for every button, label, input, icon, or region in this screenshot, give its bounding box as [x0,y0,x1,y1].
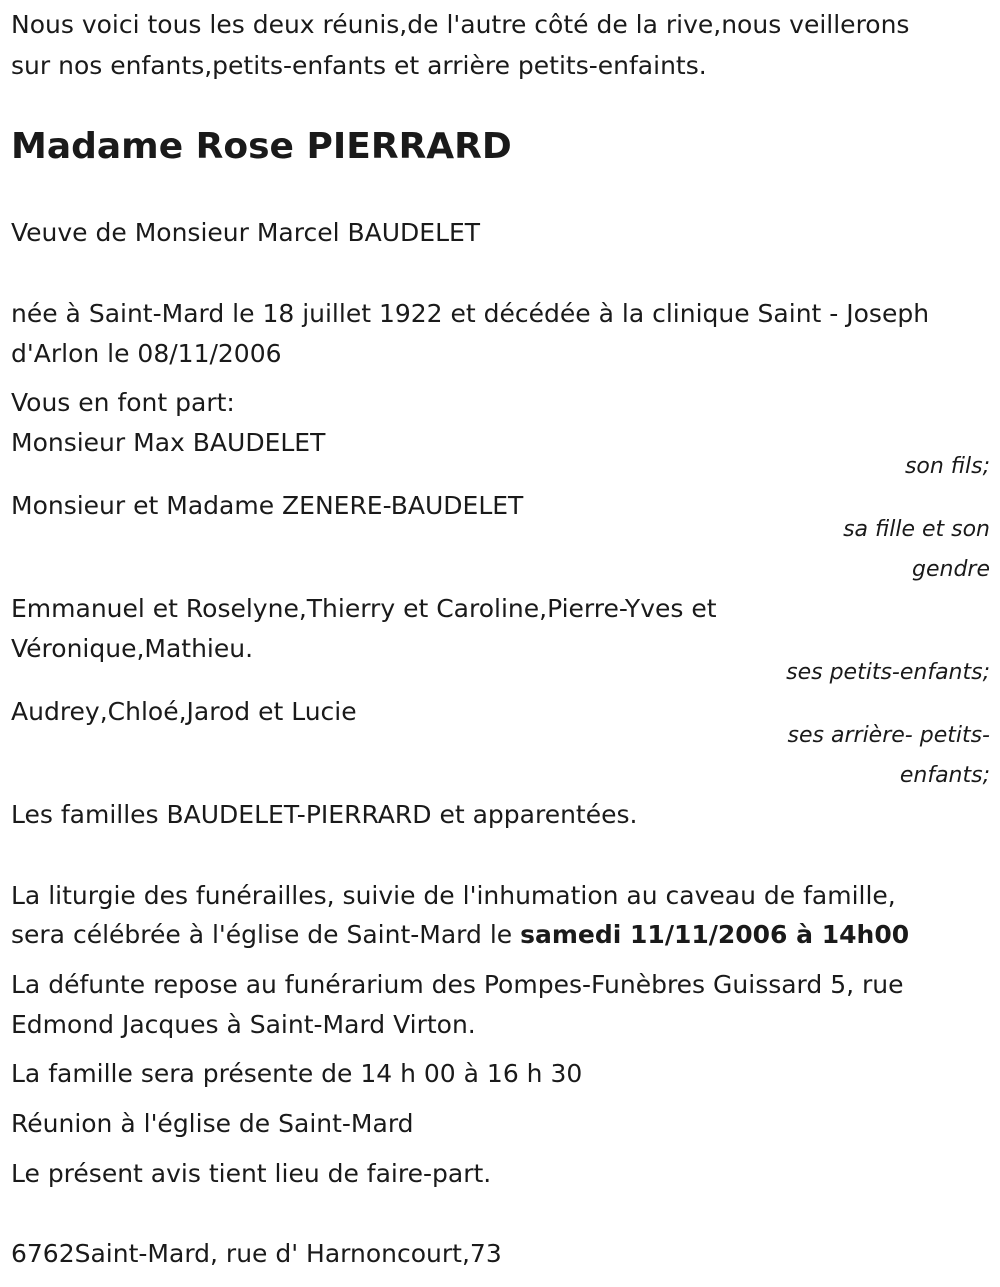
deceased-name: Madame Rose PIERRARD [11,126,512,167]
birth-death-line: née à Saint-Mard le 18 juillet 1922 et décédée à la clinique Saint - Joseph [11,299,930,328]
intro-line: Nous voici tous les deux réunis,de l'autre côté de la rive,nous veillerons [11,10,910,39]
address: 6762Saint-Mard, rue d' Harnoncourt,73 [11,1239,502,1268]
announce-label: Vous en font part: [11,388,235,417]
widow-of: Veuve de Monsieur Marcel BAUDELET [11,218,481,247]
mourner-name: Monsieur et Madame ZENERE-BAUDELET [11,491,524,520]
mourner-relation: enfants; [899,763,990,788]
mourner-relation: ses arrière- petits- [787,723,990,748]
mourner-name: Audrey,Chloé,Jarod et Lucie [11,697,357,726]
mourner-relation: ses petits-enfants; [786,660,990,685]
mourner-relation: sa fille et son [843,517,990,542]
funeral-line: La liturgie des funérailles, suivie de l'inhumation au caveau de famille, [11,881,896,910]
intro-line: sur nos enfants,petits-enfants et arrière petits-enfaints. [11,51,707,80]
funeral-line [11,915,909,955]
mourner-relation: son fils; [904,454,990,479]
funeral-text: sera célébrée à l'église de Saint-Mard le [11,920,521,949]
rest-line: Edmond Jacques à Saint-Mard Virton. [11,1010,476,1039]
family-presence: La famille sera présente de 14 h 00 à 16 h 30 [11,1059,583,1088]
mourner-name: Monsieur Max BAUDELET [11,428,326,457]
mourner-name: Véronique,Mathieu. [11,634,254,663]
meeting: Réunion à l'église de Saint-Mard [11,1109,414,1138]
birth-death-line: d'Arlon le 08/11/2006 [11,339,282,368]
mourner-name: Emmanuel et Roselyne,Thierry et Caroline,Pierre-Yves et [11,594,717,623]
funeral-date: samedi 11/11/2006 à 14h00 [520,920,910,949]
mourner-relation: gendre [912,557,990,582]
notice: Le présent avis tient lieu de faire-part. [11,1159,492,1188]
rest-line: La défunte repose au funérarium des Pompes-Funèbres Guissard 5, rue [11,970,904,999]
families: Les familles BAUDELET-PIERRARD et apparentées. [11,800,638,829]
